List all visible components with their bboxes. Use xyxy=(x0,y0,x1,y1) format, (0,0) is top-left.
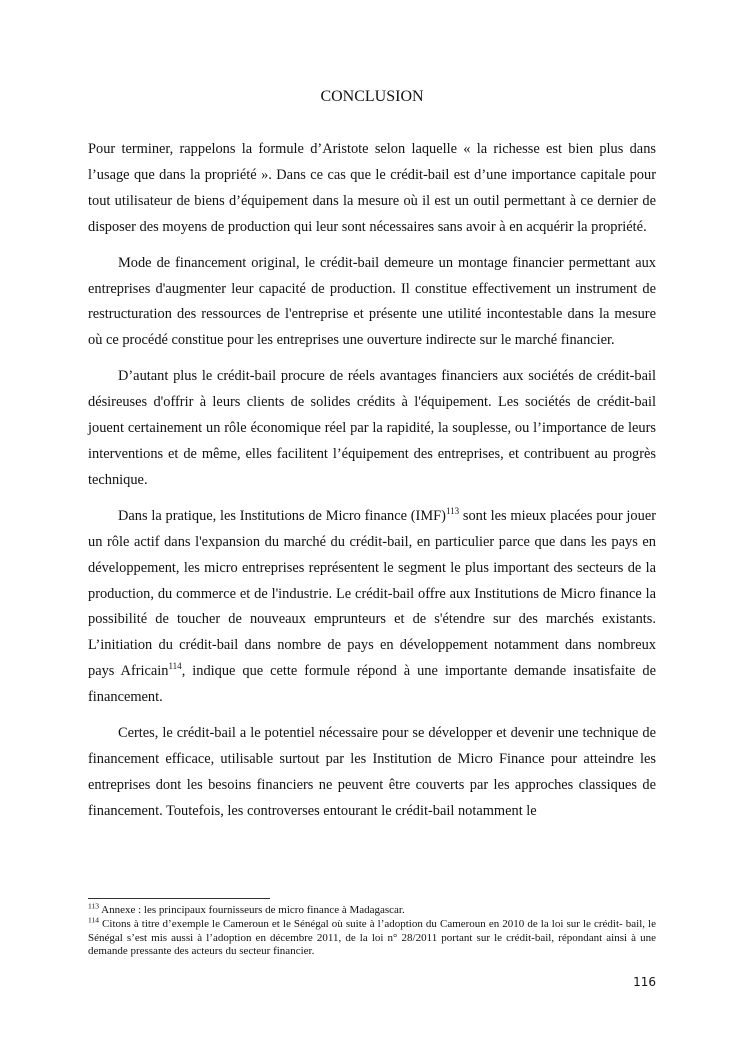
footnote-ref-114[interactable]: 114 xyxy=(168,661,182,672)
paragraph-5: Certes, le crédit-bail a le potentiel nécessaire pour se développer et devenir une technique de financement efficace, utilisable surtout par les Institution de Micro Finance pour atteindre les entreprises dont les besoins financiers ne peuvent être couverts par les approches classiques de financement. Toutefois, les controverses entourant le crédit-bail notamment le xyxy=(88,725,656,819)
footnote-113 xyxy=(88,901,656,918)
paragraph-3: D’autant plus le crédit-bail procure de réels avantages financiers aux sociétés de crédit-bail désireuses d'offrir à leurs clients de solides crédits à l'équipement. Les sociétés de crédit-bail jouent certainement un rôle économique réel par la rapidité, la souplesse, ou l’importance de leurs interventions et de même, elles facilitent l’équipement des entreprises, et contribuent au progrès technique. xyxy=(88,368,656,488)
footnote-ref-113[interactable]: 113 xyxy=(445,505,460,516)
footnote-separator xyxy=(88,898,270,899)
footnote-number: 114 xyxy=(88,915,99,925)
footnote-number: 113 xyxy=(88,901,99,911)
footnote-114 xyxy=(88,915,656,959)
paragraph-4 xyxy=(88,504,656,711)
page-title: CONCLUSION xyxy=(320,88,424,105)
paragraph-1: Pour terminer, rappelons la formule d’Aristote selon laquelle « la richesse est bien plus dans l’usage que dans la propriété ». Dans ce cas que le crédit-bail est d’une importance capitale pour tout utilisateur de biens d’équipement dans la mesure où il est un outil permettant à ce dernier de disposer des moyens de production qui leur sont nécessaires sans avoir à en acquérir la propriété. xyxy=(88,141,656,235)
page-number: 116 xyxy=(633,975,656,989)
body-text xyxy=(88,137,656,835)
footnotes xyxy=(88,901,656,959)
paragraph-2: Mode de financement original, le crédit-bail demeure un montage financier permettant aux entreprises d'augmenter leur capacité de production. Il constitue effectivement un instrument de restructuration des ressources de l'entreprise et présente une utilité incontestable dans la mesure où ce procédé constitue pour les entreprises une ouverture indirecte sur le marché financier. xyxy=(88,254,656,349)
footnote-text: Citons à titre d’exemple le Cameroun et le Sénégal où suite à l’adoption du Cameroun en 2010 de la loi sur le crédit- bail, le Sénégal s’est mis aussi à l’adoption en décembre 2011, de la loi n° 28/2011 portant sur le crédit-bail, répondant ainsi à une demande pressante des acteurs du secteur financier. xyxy=(88,917,656,958)
paragraph-4-part-3: , indique que cette formule répond à une importante demande insatisfaite de financement. xyxy=(88,663,656,706)
paragraph-4-part-2: sont les mieux placées pour jouer un rôle actif dans l'expansion du marché du crédit-bail, en particulier parce que dans les pays en développement, les micro entreprises représentent le segment le plus important des secteurs de la production, du commerce et de l'industrie. Le crédit-bail offre aux Institutions de Micro finance la possibilité de toucher de nouveaux emprunteurs et de s'étendre sur des marchés existants. L’initiation du crédit-bail dans nombre de pays en développement notamment dans nombreux pays Africain xyxy=(88,507,656,680)
footnote-text: Annexe : les principaux fournisseurs de micro finance à Madagascar. xyxy=(98,904,405,916)
paragraph-4-part-1: Dans la pratique, les Institutions de Micro finance (IMF) xyxy=(118,507,446,524)
